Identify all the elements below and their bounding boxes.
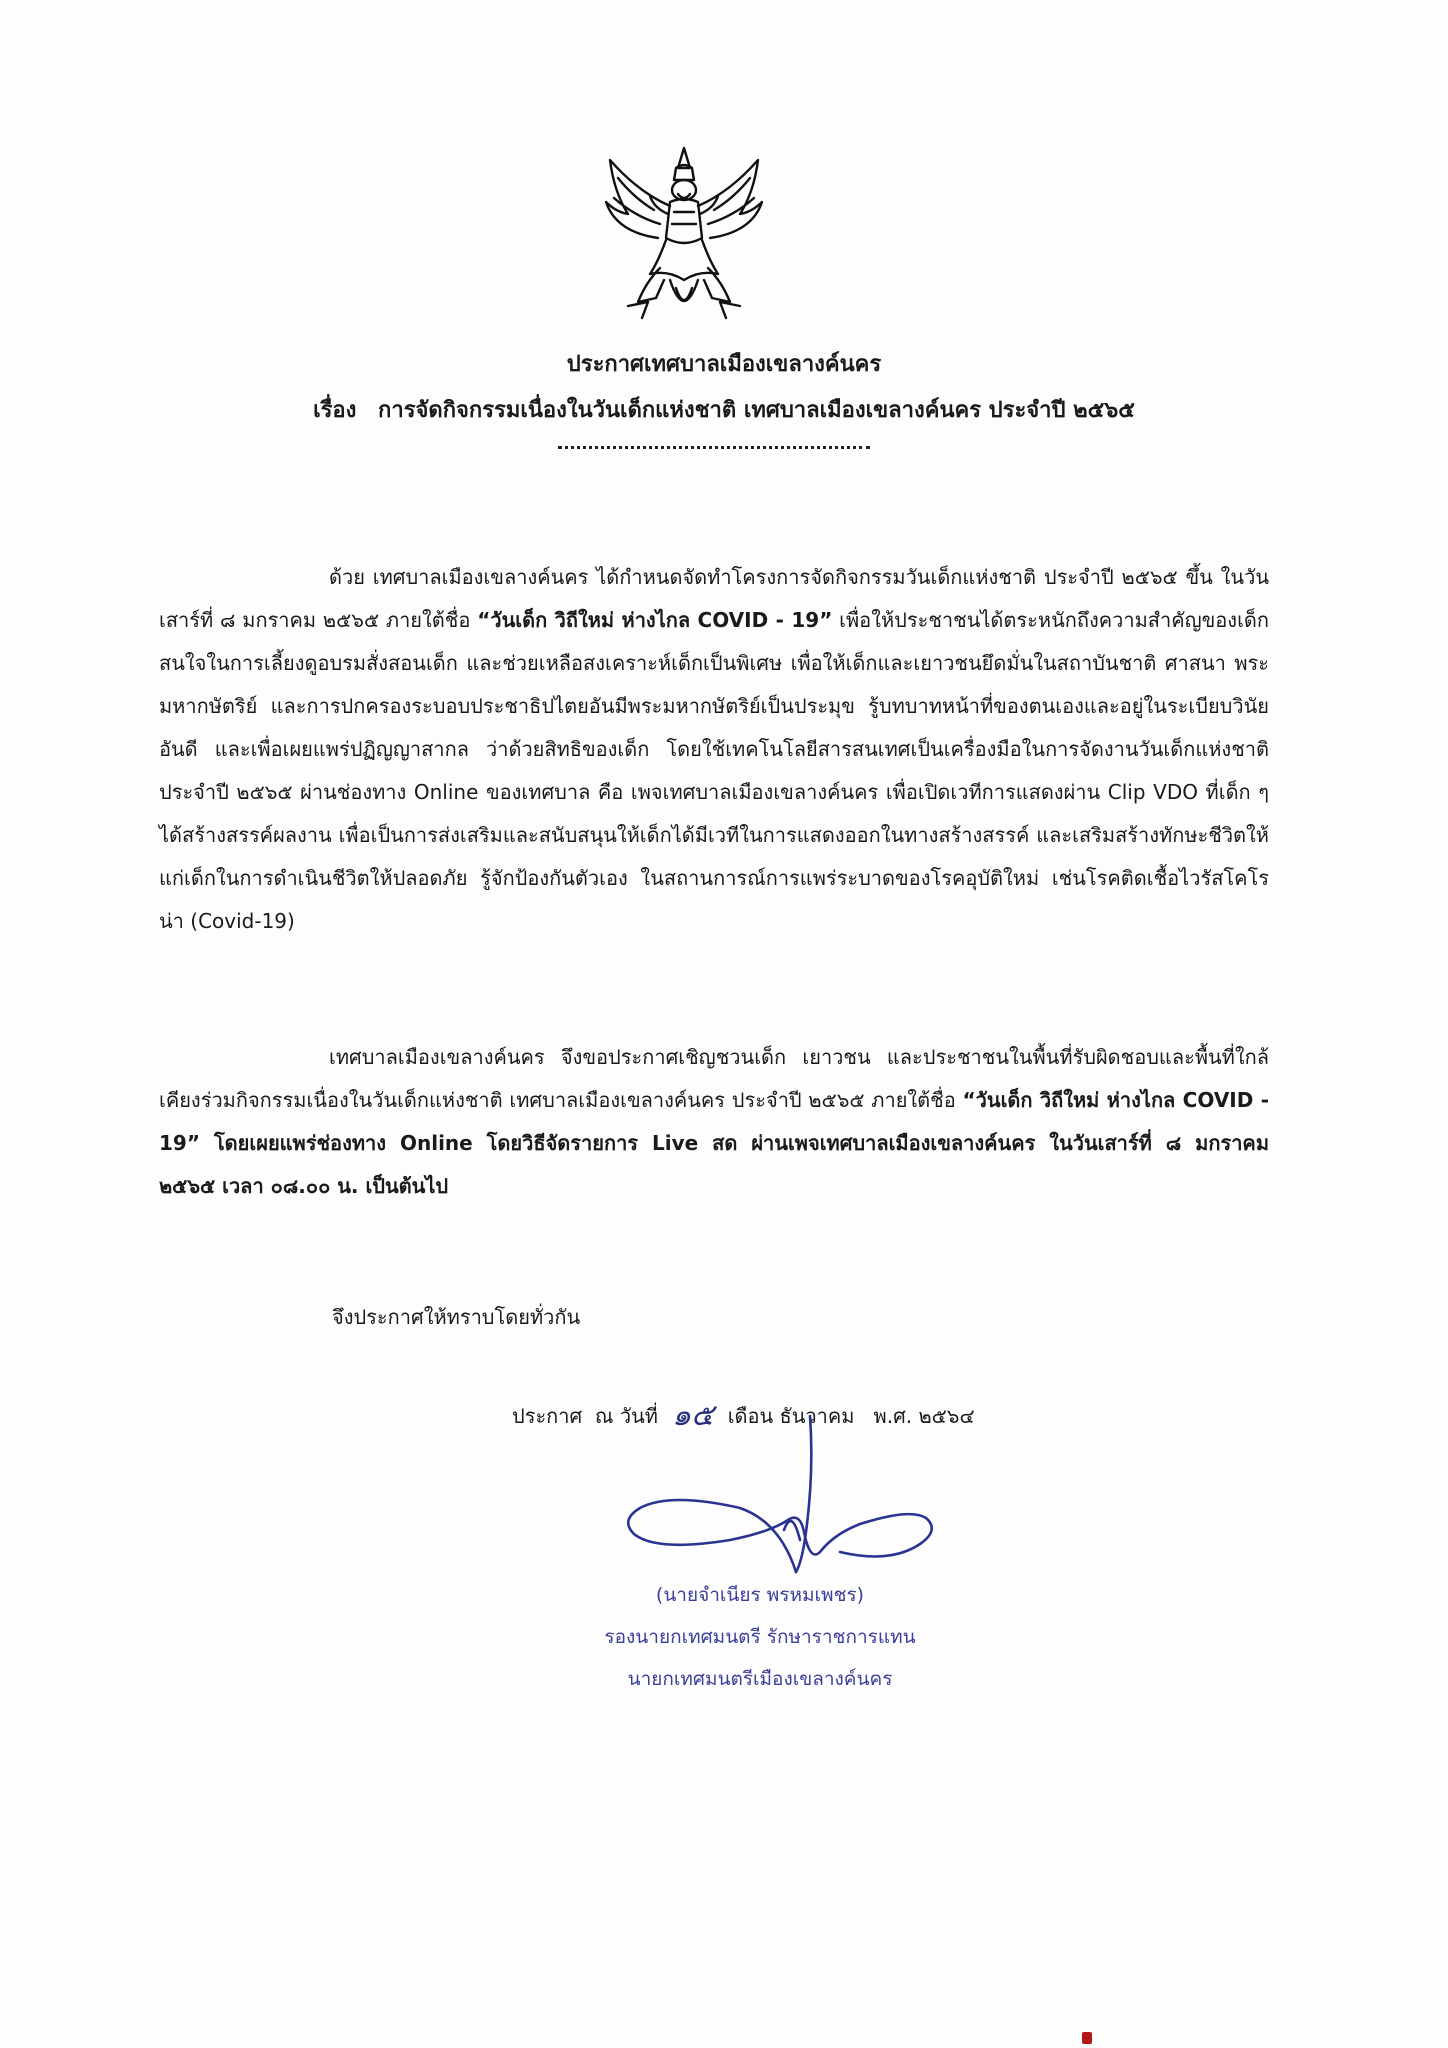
body-paragraph-2 xyxy=(159,1036,1269,1208)
signer-name: (นายจำเนียร พรหมเพชร) xyxy=(655,1584,865,1606)
paragraph-2-bold-text: “วันเด็ก วิถีใหม่ ห่างไกล COVID - 19” โดยเผยแพร่ช่องทาง Online โดยวิธีจัดรายการ Live สด ผ่านเพจเทศบาลเมืองเขลางค์นคร ในวันเสาร์ที่ ๘ มกราคม ๒๕๖๕ เวลา ๐๘.๐๐ น. เป็นต้นไป xyxy=(159,1088,1270,1198)
paragraph-2-text-a: เทศบาลเมืองเขลางค์นคร จึงขอประกาศเชิญชวนเด็ก เยาวชน และประชาชนในพื้นที่รับผิดชอบและพื้นที่ใกล้เคียงร่วมกิจกรรมเนื่องในวันเด็กแห่งชาติ เทศบาลเมืองเขลางค์นคร ประจำปี ๒๕๖๕ ภายใต้ชื่อ xyxy=(159,1045,1269,1112)
dotted-divider xyxy=(558,446,870,449)
paragraph-1-text-b: เพื่อให้ประชาชนได้ตระหนักถึงความสำคัญของเด็ก สนใจในการเลี้ยงดูอบรมสั่งสอนเด็ก และช่วยเหลือสงเคราะห์เด็กเป็นพิเศษ เพื่อให้เด็กและเยาวชนยึดมั่นในสถาบันชาติ ศาสนา พระมหากษัตริย์ และการปกครองระบอบประชาธิปไตยอันมีพระมหากษัตริย์เป็นประมุข รู้บทบาทหน้าที่ของตนเองและอยู่ในระเบียบวินัยอันดี และเพื่อเผยแพร่ปฏิญญาสากล ว่าด้วยสิทธิของเด็ก โดยใช้เทคโนโลยีสารสนเทศเป็นเครื่องมือในการจัดงานวันเด็กแห่งชาติ ประจำปี ๒๕๖๕ ผ่านช่องทาง Online ของเทศบาล คือ เพจเทศบาลเมืองเขลางค์นคร เพื่อเปิดเวทีการแสดงผ่าน Clip VDO ที่เด็ก ๆ ได้สร้างสรรค์ผลงาน เพื่อเป็นการส่งเสริมและสนับสนุนให้เด็กได้มีเวทีในการแสดงออกในทางสร้างสรรค์ และเสริมสร้างทักษะชีวิตให้แก่เด็กในการดำเนินชีวิตให้ปลอดภัย รู้จักป้องกันตัวเอง ในสถานการณ์การแพร่ระบาดของโรคอุบัติใหม่ เช่นโรคติดเชื้อไวรัสโคโรน่า (Covid-19) xyxy=(159,608,1269,933)
body-paragraph-1 xyxy=(159,556,1269,943)
date-prefix: ประกาศ ณ วันที่ xyxy=(512,1404,658,1428)
event-name: “วันเด็ก วิถีใหม่ ห่างไกล COVID - 19” xyxy=(477,608,833,632)
paragraph-1-text-a: ด้วย เทศบาลเมืองเขลางค์นคร ได้กำหนดจัดทำโครงการจัดกิจกรรมวันเด็กแห่งชาติ ประจำปี ๒๕๖๕ ขึ้น ในวันเสาร์ที่ ๘ มกราคม ๒๕๖๕ ภายใต้ชื่อ xyxy=(159,565,1269,632)
date-month-year: เดือน ธันวาคม พ.ศ. ๒๕๖๔ xyxy=(727,1404,975,1428)
handwritten-signature xyxy=(620,1412,940,1592)
subject-text: การจัดกิจกรรมเนื่องในวันเด็กแห่งชาติ เทศบาลเมืองเขลางค์นคร ประจำปี ๒๕๖๕ xyxy=(378,398,1135,423)
closing-statement: จึงประกาศให้ทราบโดยทั่วกัน xyxy=(332,1305,581,1329)
garuda-emblem xyxy=(598,142,770,328)
signer-position-2: นายกเทศมนตรีเมืองเขลางค์นคร xyxy=(627,1668,893,1690)
date-day-handwritten: ๑๕ xyxy=(671,1398,714,1433)
corner-mark xyxy=(1082,2032,1092,2044)
signer-position-1: รองนายกเทศมนตรี รักษาราชการแทน xyxy=(604,1626,916,1648)
subject-label: เรื่อง xyxy=(313,398,357,423)
announcement-title: ประกาศเทศบาลเมืองเขลางค์นคร xyxy=(566,352,882,377)
announcement-subject xyxy=(0,392,1448,427)
